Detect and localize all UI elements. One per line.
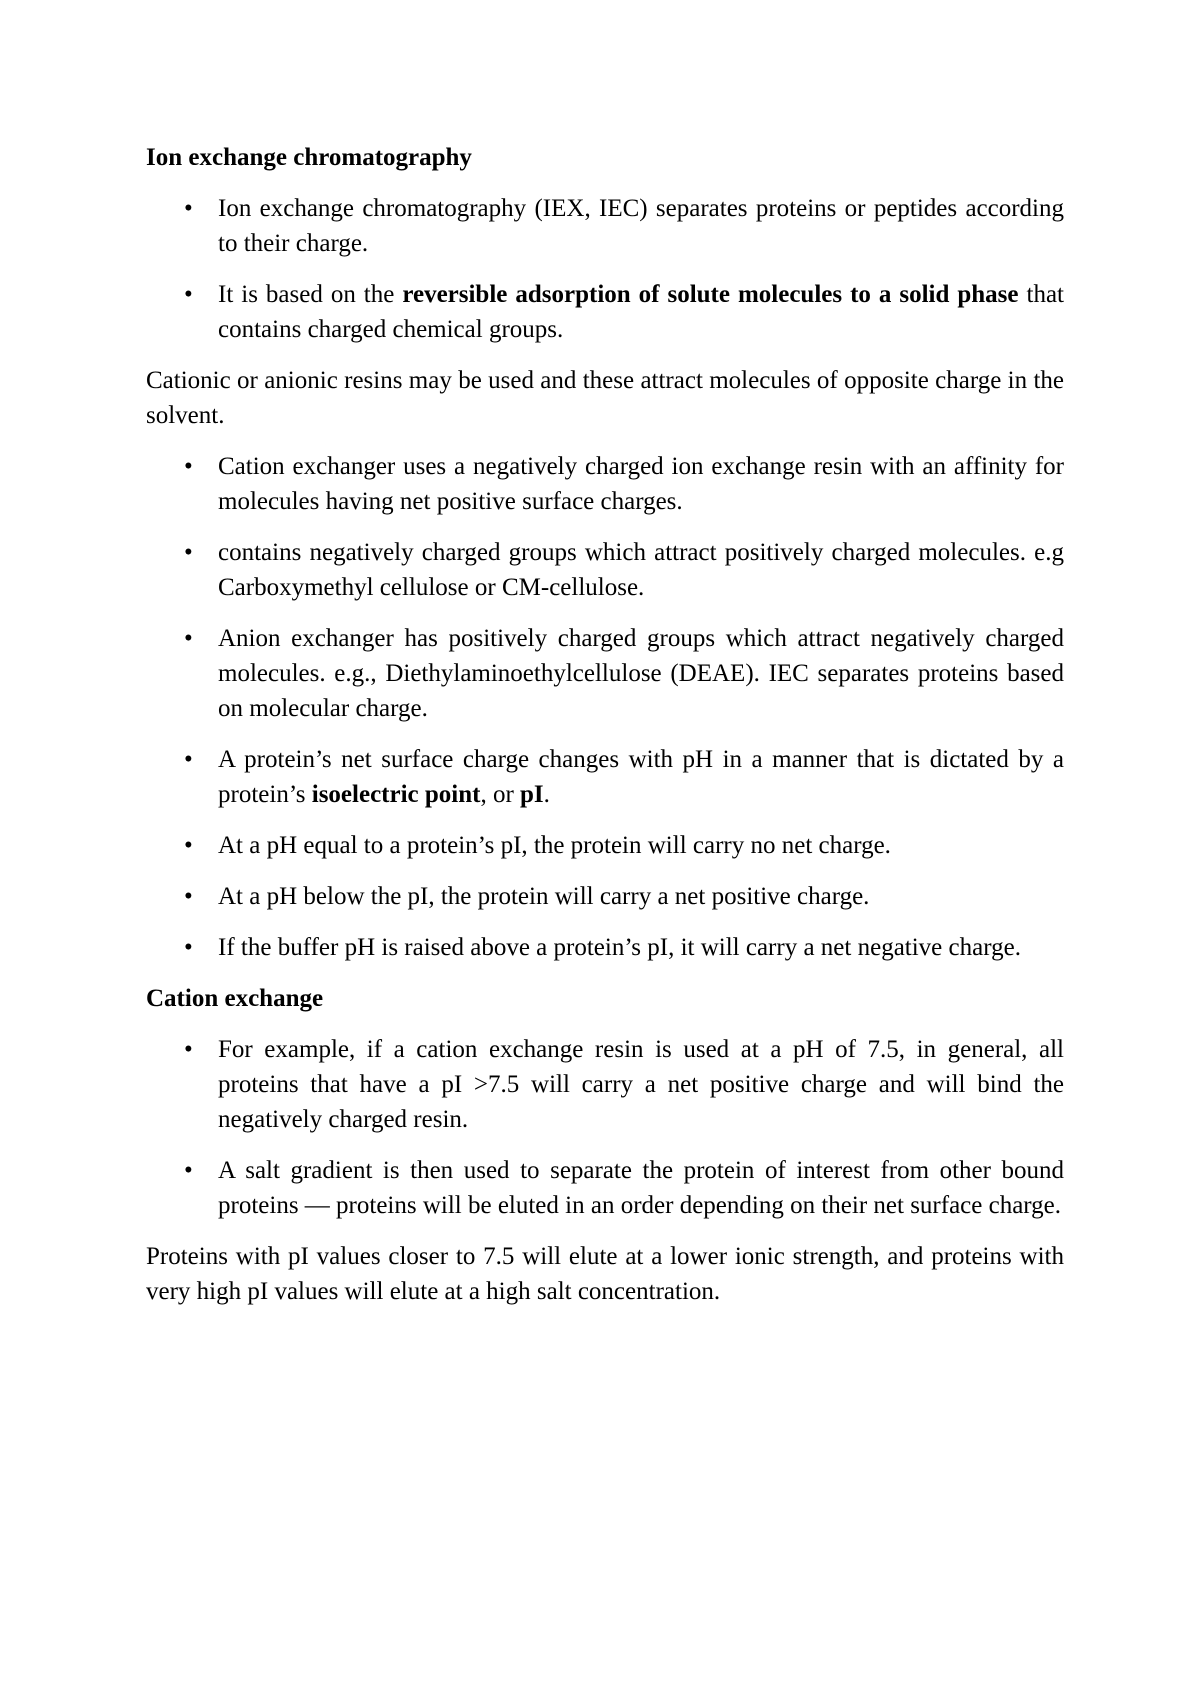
list-item [146, 930, 1064, 965]
list-item-emphasis: pI [520, 781, 544, 808]
list-item [146, 742, 1064, 812]
list-item-text: contains negatively charged groups which attract positively charged molecules. e.g Carboxymethyl cellulose or CM-cellulose. [218, 539, 1064, 601]
bullet-icon: • [184, 281, 193, 308]
resins-paragraph: Cationic or anionic resins may be used and these attract molecules of opposite charge in the solvent. [146, 367, 1064, 429]
cation-exchange-heading: Cation exchange [146, 985, 324, 1012]
list-item-text: For example, if a cation exchange resin is used at a pH of 7.5, in general, all proteins that have a pI >7.5 will carry a net positive charge and will bind the negatively charged resin. [218, 1036, 1064, 1133]
list-item [146, 1153, 1064, 1223]
bullet-icon: • [184, 625, 193, 652]
list-item-text: If the buffer pH is raised above a protein’s pI, it will carry a net negative charge. [218, 934, 1021, 961]
list-item-text: At a pH equal to a protein’s pI, the protein will carry no net charge. [218, 832, 891, 859]
bullet-icon: • [184, 832, 193, 859]
bullet-icon: • [184, 1036, 193, 1063]
list-item-text: Cation exchanger uses a negatively charged ion exchange resin with an affinity for molecules having net positive surface charges. [218, 453, 1064, 515]
list-item [146, 449, 1064, 519]
list-item [146, 191, 1064, 261]
list-item [146, 535, 1064, 605]
section-title: Ion exchange chromatography [146, 144, 472, 171]
intro-bullet-list [146, 191, 1064, 347]
list-item-text-after: . [543, 781, 550, 808]
bullet-icon: • [184, 1157, 193, 1184]
list-item-text: A salt gradient is then used to separate the protein of interest from other bound proteins — proteins will be eluted in an order depending on their net surface charge. [218, 1157, 1064, 1219]
list-item-text: At a pH below the pI, the protein will carry a net positive charge. [218, 883, 870, 910]
bullet-icon: • [184, 539, 193, 566]
list-item [146, 828, 1064, 863]
list-item-text-middle: , or [480, 781, 521, 808]
list-item-text-after: that contains charged chemical groups. [218, 281, 1064, 343]
list-item-emphasis: reversible adsorption of solute molecules to a solid phase [402, 281, 1019, 308]
bullet-icon: • [184, 195, 193, 222]
list-item-text-before: It is based on the [218, 281, 403, 308]
list-item [146, 879, 1064, 914]
list-item [146, 621, 1064, 726]
list-item-emphasis: isoelectric point [311, 781, 481, 808]
bullet-icon: • [184, 883, 193, 910]
list-item-text: Anion exchanger has positively charged groups which attract negatively charged molecules. e.g., Diethylaminoethylcellulose (DEAE). IEC separates proteins based on molecular charge. [218, 625, 1064, 722]
cation-bullet-list [146, 1032, 1064, 1223]
closing-paragraph: Proteins with pI values closer to 7.5 will elute at a lower ionic strength, and proteins with very high pI values will elute at a high salt concentration. [146, 1243, 1064, 1305]
bullet-icon: • [184, 934, 193, 961]
bullet-icon: • [184, 453, 193, 480]
document-page [146, 140, 1064, 1325]
bullet-icon: • [184, 746, 193, 773]
list-item-text: Ion exchange chromatography (IEX, IEC) separates proteins or peptides according to their charge. [218, 195, 1064, 257]
list-item [146, 277, 1064, 347]
resin-bullet-list [146, 449, 1064, 965]
list-item [146, 1032, 1064, 1137]
list-item-text-before: A protein’s net surface charge changes with pH in a manner that is dictated by a protein’s [218, 746, 1064, 808]
